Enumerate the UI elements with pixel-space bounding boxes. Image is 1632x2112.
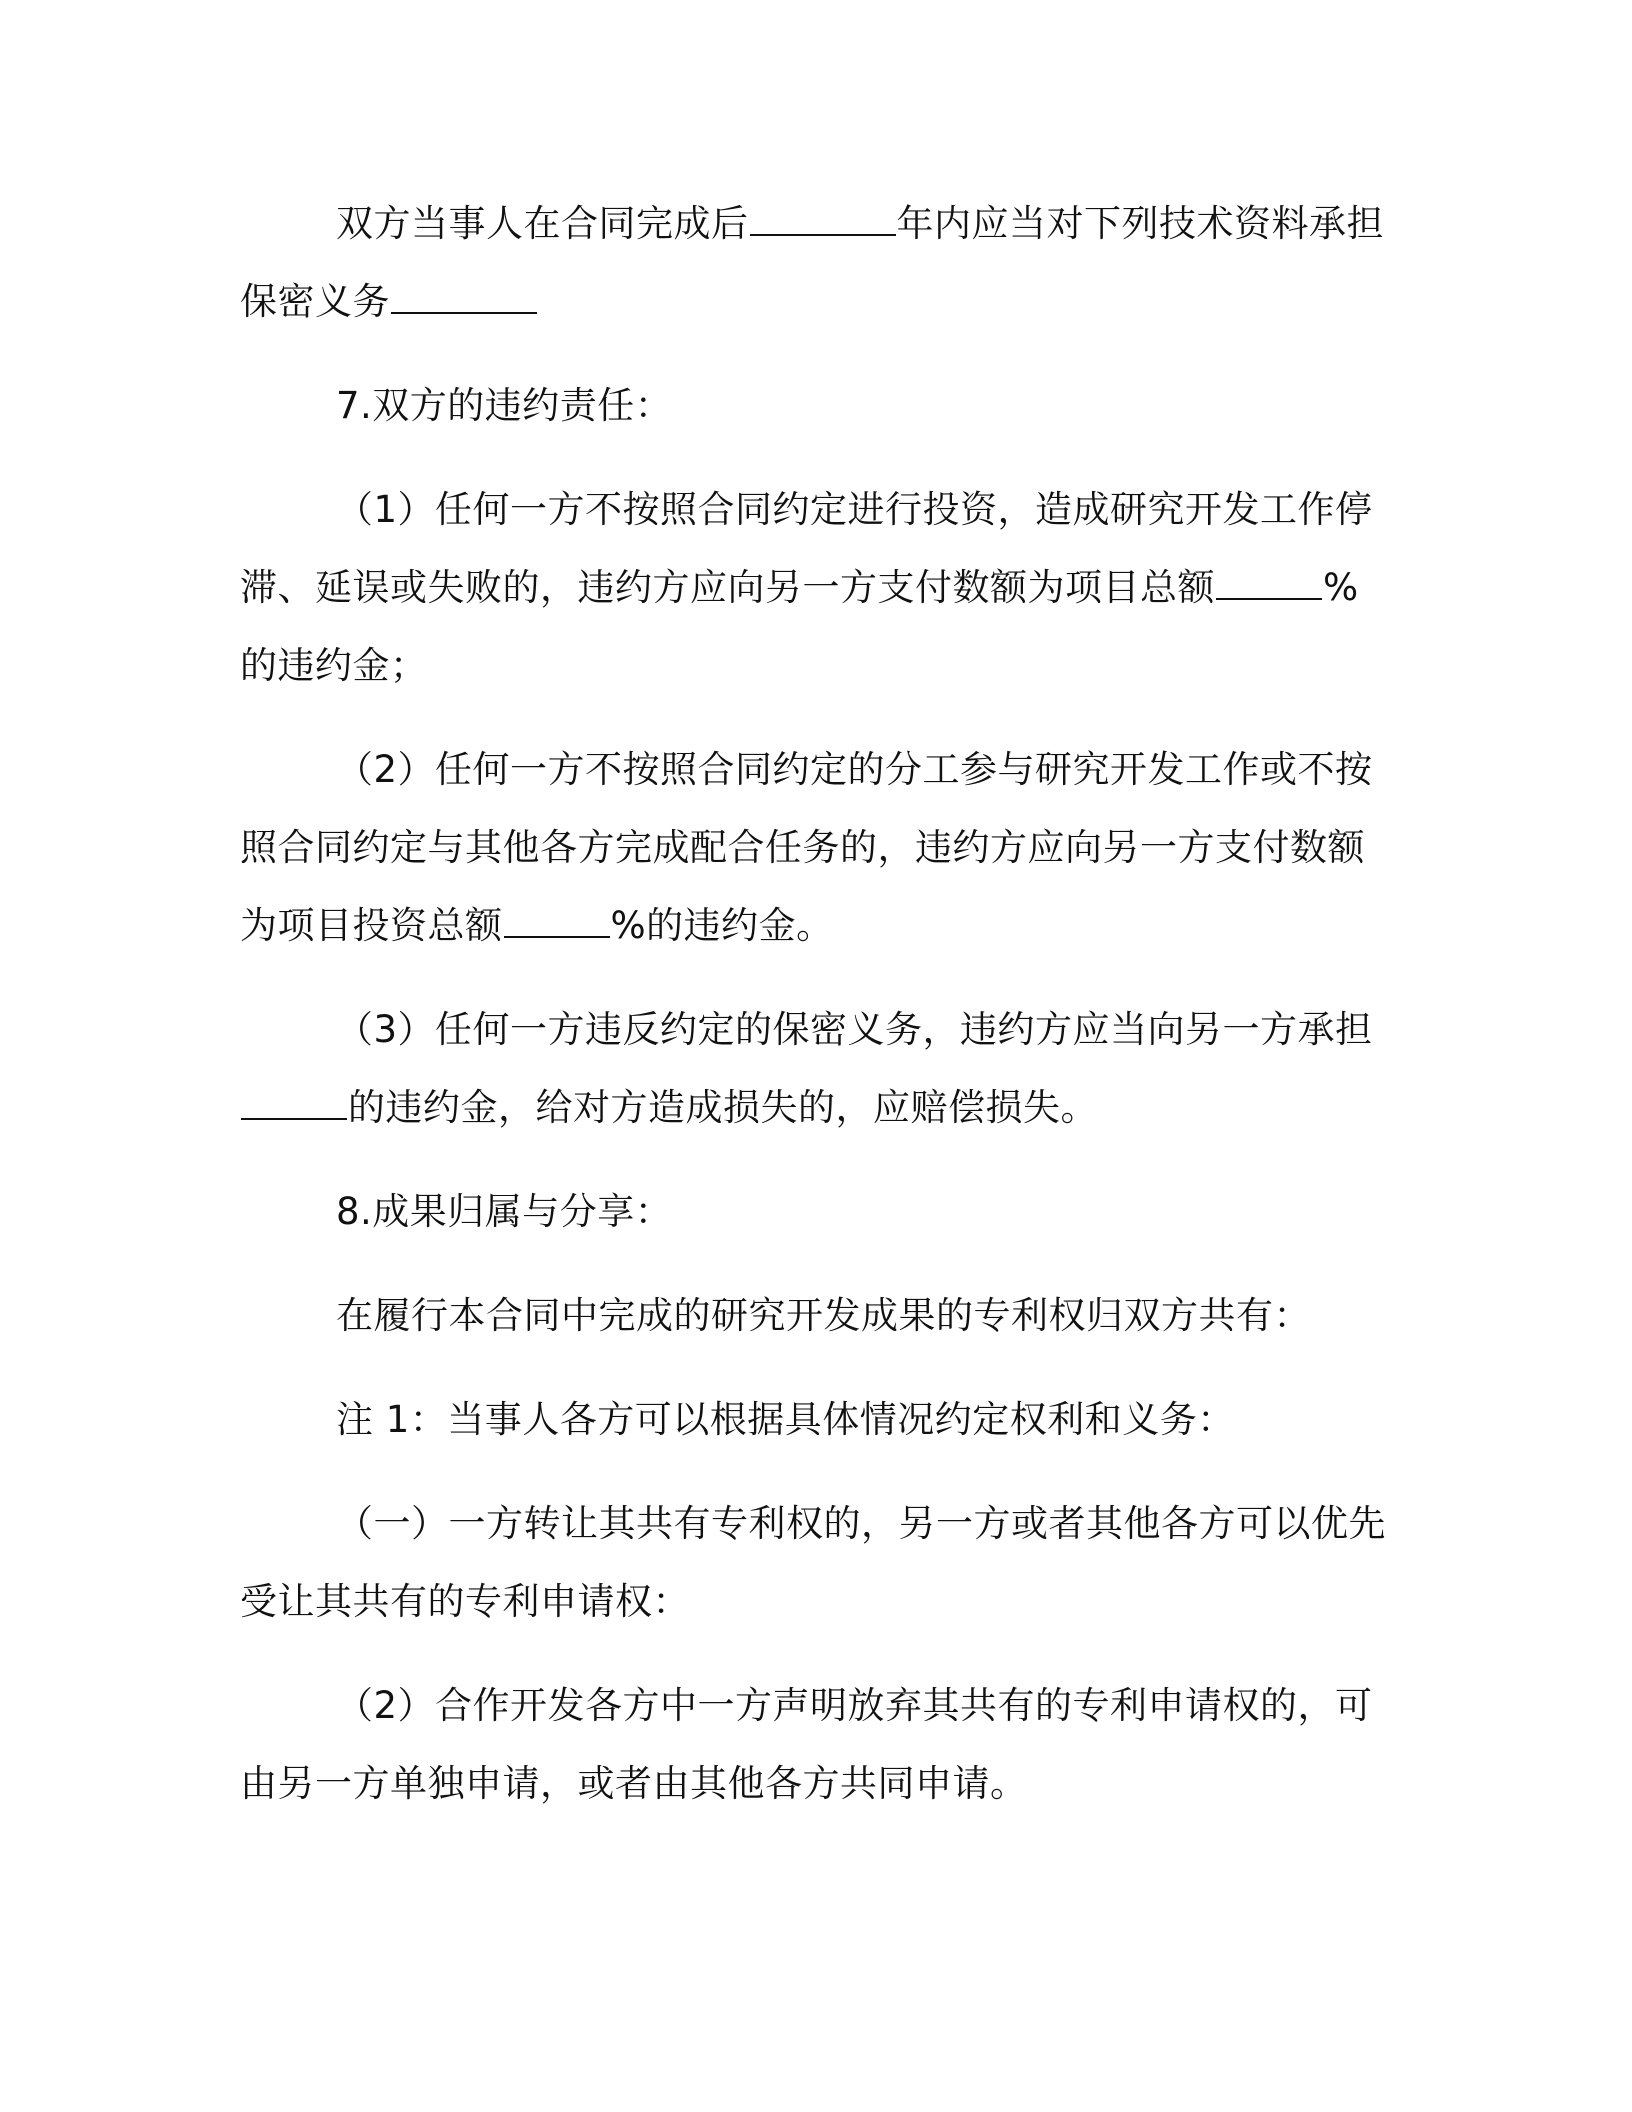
paragraph-text: （3）任何一方违反约定的保密义务，违约方应当向另一方承担: [336, 1008, 1373, 1051]
paragraph-note-item-2: （2）合作开发各方中一方声明放弃其共有的专利申请权的，可由另一方单独申请，或者由其他各方共同申请。: [240, 1684, 1373, 1805]
fill-blank-years[interactable]: [750, 233, 896, 236]
paragraph-note-item-1: （一）一方转让其共有专利权的，另一方或者其他各方可以优先受让其共有的专利申请权：: [240, 1502, 1386, 1623]
fill-blank-percent-2[interactable]: [504, 935, 610, 938]
paragraph-confidentiality: [240, 185, 1390, 341]
paragraph-note-1: 注 1：当事人各方可以根据具体情况约定权利和义务：: [336, 1398, 1235, 1441]
paragraph-patent-ownership: 在履行本合同中完成的研究开发成果的专利权归双方共有：: [336, 1294, 1311, 1337]
paragraph-text: %的违约金；: [240, 566, 1359, 687]
paragraph-text: （2）任何一方不按照合同约定的分工参与研究开发工作或不按照合同约定与其他各方完成配合任务的，违约方应向另一方支付数额为项目投资总额: [240, 748, 1373, 947]
paragraph-text: 年内应当对下列技术资料承担保密义务: [240, 202, 1384, 323]
paragraph-liability-2: [240, 731, 1390, 965]
section-heading-ownership: 8.成果归属与分享：: [336, 1190, 673, 1233]
paragraph-text: 双方当事人在合同完成后: [336, 202, 749, 245]
fill-blank-percent-1[interactable]: [1216, 597, 1322, 600]
paragraph-liability-3: [240, 991, 1390, 1147]
fill-blank-penalty[interactable]: [241, 1117, 347, 1120]
document-page: [240, 185, 1390, 1849]
paragraph-text: （1）任何一方不按照合同约定进行投资，造成研究开发工作停滞、延误或失败的，违约方应向另一方支付数额为项目总额: [240, 488, 1373, 609]
paragraph-text: %的违约金。: [610, 904, 834, 947]
paragraph-liability-1: [240, 471, 1390, 705]
section-heading-liability: 7.双方的违约责任：: [336, 384, 673, 427]
fill-blank-materials[interactable]: [391, 311, 537, 314]
paragraph-text: 的违约金，给对方造成损失的，应赔偿损失。: [348, 1086, 1098, 1129]
